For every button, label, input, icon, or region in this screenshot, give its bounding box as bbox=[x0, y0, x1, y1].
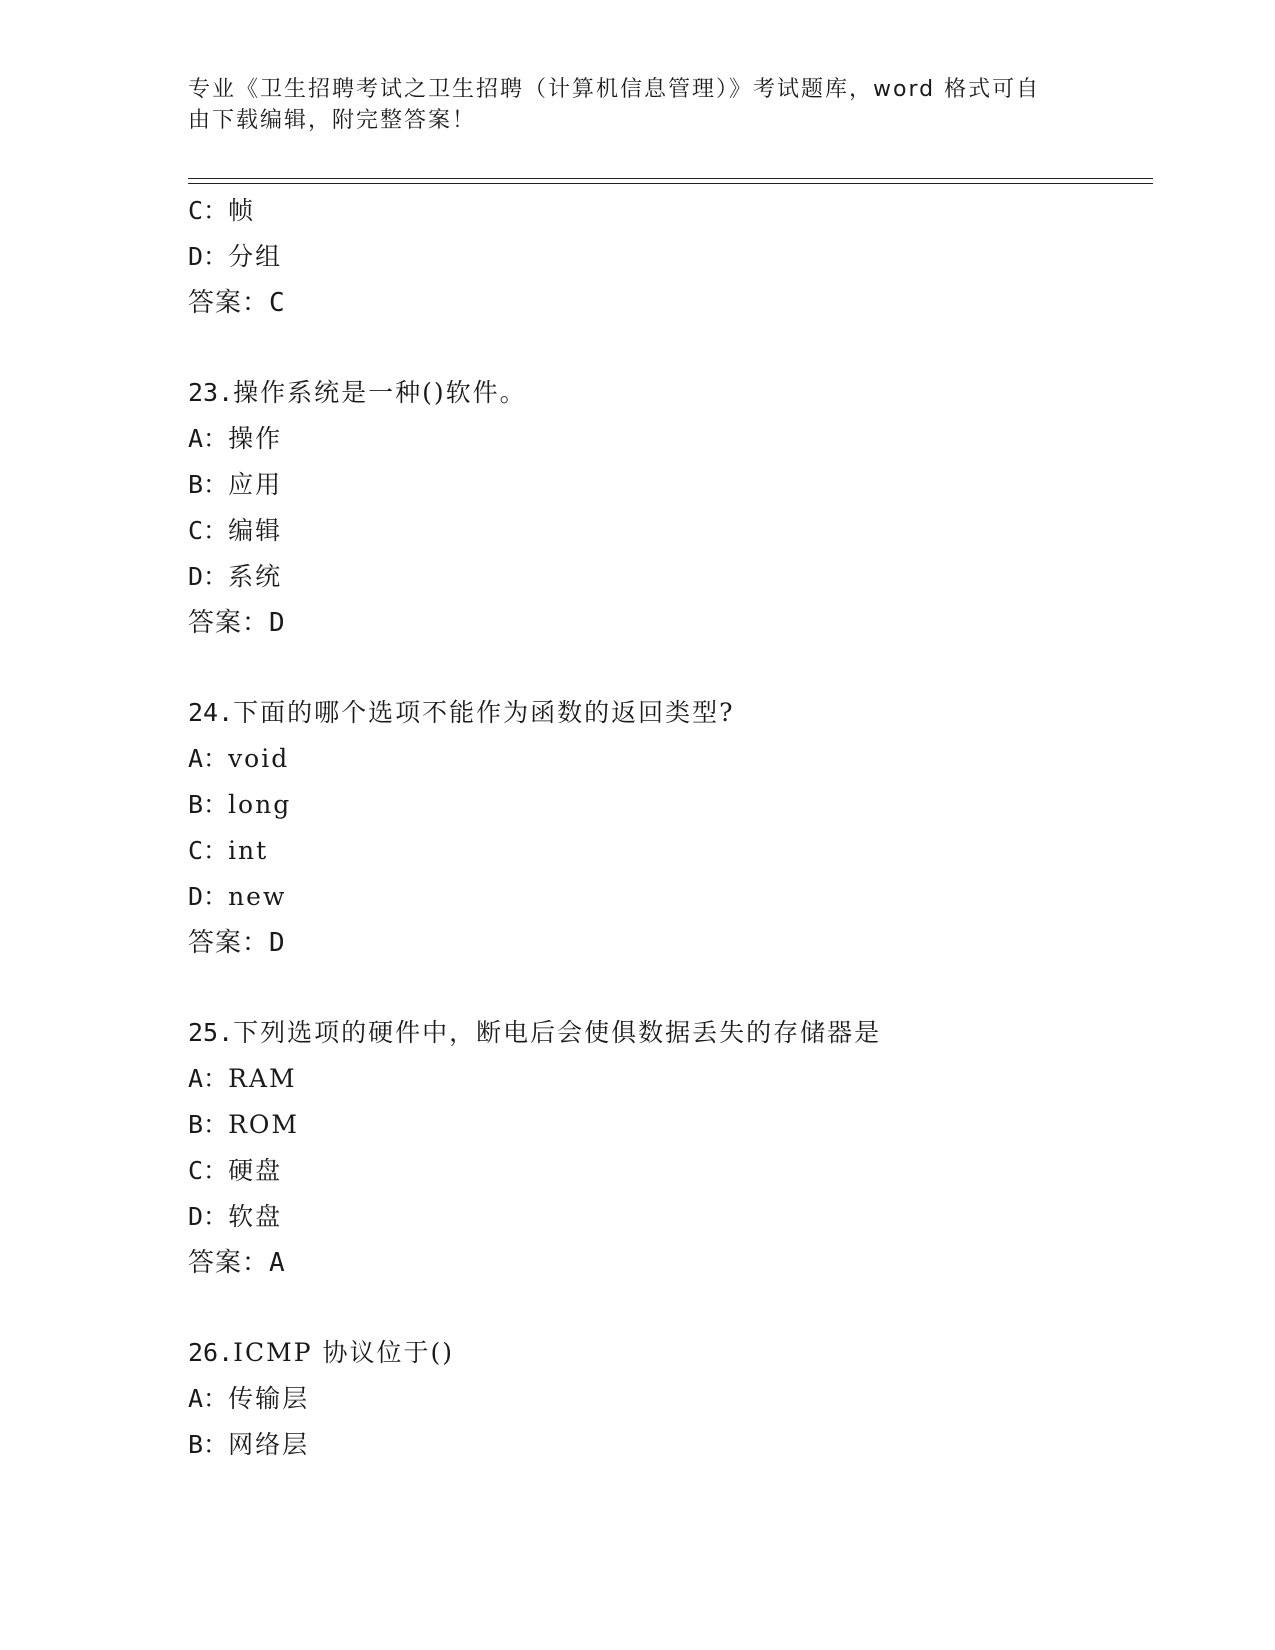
question-text: 下面的哪个选项不能作为函数的返回类型? bbox=[233, 698, 735, 727]
option-b bbox=[188, 462, 1153, 508]
question-title bbox=[188, 1330, 1153, 1376]
header-line-2: 由下载编辑，附完整答案！ bbox=[188, 108, 477, 133]
option-text: RAM bbox=[228, 1064, 297, 1093]
option-b bbox=[188, 1102, 1153, 1148]
option-a bbox=[188, 416, 1153, 462]
option-a bbox=[188, 1056, 1153, 1102]
option-text: int bbox=[228, 836, 269, 865]
option-prefix: D： bbox=[188, 242, 229, 271]
option-prefix: A： bbox=[188, 424, 229, 453]
option-prefix: D： bbox=[188, 1202, 229, 1231]
question-number: 24. bbox=[188, 698, 234, 727]
option-text: 编辑 bbox=[228, 516, 283, 545]
question-number: 25. bbox=[188, 1018, 234, 1047]
header-line-1: 专业《卫生招聘考试之卫生招聘（计算机信息管理）》考试题库，word 格式可自 bbox=[188, 77, 1041, 102]
question-text: 下列选项的硬件中，断电后会使俱数据丢失的存储器是 bbox=[233, 1018, 882, 1047]
option-prefix: C： bbox=[188, 836, 229, 865]
question-number: 26. bbox=[188, 1338, 234, 1367]
option-text: 分组 bbox=[228, 242, 283, 271]
answer-label: 答案： bbox=[188, 288, 270, 318]
answer-value: C bbox=[269, 288, 286, 318]
option-a bbox=[188, 736, 1153, 782]
option-b bbox=[188, 1422, 1153, 1468]
answer-label: 答案： bbox=[188, 1248, 270, 1278]
option-prefix: A： bbox=[188, 1064, 229, 1093]
option-prefix: B： bbox=[188, 1110, 229, 1139]
option-text: 传输层 bbox=[228, 1384, 310, 1413]
question-title bbox=[188, 690, 1153, 736]
question-title bbox=[188, 370, 1153, 416]
option-c bbox=[188, 828, 1153, 874]
answer-line bbox=[188, 1240, 1153, 1286]
question-block-23 bbox=[188, 370, 1153, 646]
option-prefix: D： bbox=[188, 882, 229, 911]
option-text: 软盘 bbox=[228, 1202, 283, 1231]
option-text: void bbox=[228, 744, 290, 773]
answer-value: A bbox=[269, 1248, 286, 1278]
option-text: 硬盘 bbox=[228, 1156, 283, 1185]
option-text: new bbox=[228, 882, 287, 911]
option-d bbox=[188, 1194, 1153, 1240]
question-text: ICMP 协议位于() bbox=[233, 1338, 455, 1367]
option-prefix: B： bbox=[188, 790, 229, 819]
spacer bbox=[188, 1286, 1153, 1330]
option-prefix: A： bbox=[188, 744, 229, 773]
question-list bbox=[188, 188, 1153, 1468]
answer-label: 答案： bbox=[188, 928, 270, 958]
option-d bbox=[188, 874, 1153, 920]
answer-value: D bbox=[269, 928, 286, 958]
option-text: ROM bbox=[228, 1110, 299, 1139]
question-text: 操作系统是一种()软件。 bbox=[233, 378, 527, 407]
question-block-26 bbox=[188, 1330, 1153, 1468]
option-prefix: B： bbox=[188, 1430, 229, 1459]
question-block-24 bbox=[188, 690, 1153, 966]
option-text: 操作 bbox=[228, 424, 283, 453]
spacer bbox=[188, 326, 1153, 370]
answer-line bbox=[188, 600, 1153, 646]
option-c bbox=[188, 188, 1153, 234]
option-a bbox=[188, 1376, 1153, 1422]
option-d bbox=[188, 234, 1153, 280]
question-title bbox=[188, 1010, 1153, 1056]
option-text: 网络层 bbox=[228, 1430, 310, 1459]
question-block-25 bbox=[188, 1010, 1153, 1286]
question-number: 23. bbox=[188, 378, 234, 407]
option-d bbox=[188, 554, 1153, 600]
answer-line bbox=[188, 920, 1153, 966]
option-text: 系统 bbox=[228, 562, 283, 591]
option-text: 帧 bbox=[228, 196, 256, 225]
option-text: long bbox=[228, 790, 292, 819]
answer-line bbox=[188, 280, 1153, 326]
option-prefix: C： bbox=[188, 196, 229, 225]
option-prefix: C： bbox=[188, 516, 229, 545]
spacer bbox=[188, 966, 1153, 1010]
option-prefix: D： bbox=[188, 562, 229, 591]
question-block-22 bbox=[188, 188, 1153, 326]
header-divider-top bbox=[188, 178, 1153, 179]
option-prefix: C： bbox=[188, 1156, 229, 1185]
spacer bbox=[188, 646, 1153, 690]
option-b bbox=[188, 782, 1153, 828]
document-header bbox=[188, 74, 1068, 136]
option-text: 应用 bbox=[228, 470, 283, 499]
answer-label: 答案： bbox=[188, 608, 270, 638]
option-c bbox=[188, 508, 1153, 554]
answer-value: D bbox=[269, 608, 286, 638]
option-c bbox=[188, 1148, 1153, 1194]
option-prefix: A： bbox=[188, 1384, 229, 1413]
option-prefix: B： bbox=[188, 470, 229, 499]
header-divider-bottom bbox=[188, 183, 1153, 184]
